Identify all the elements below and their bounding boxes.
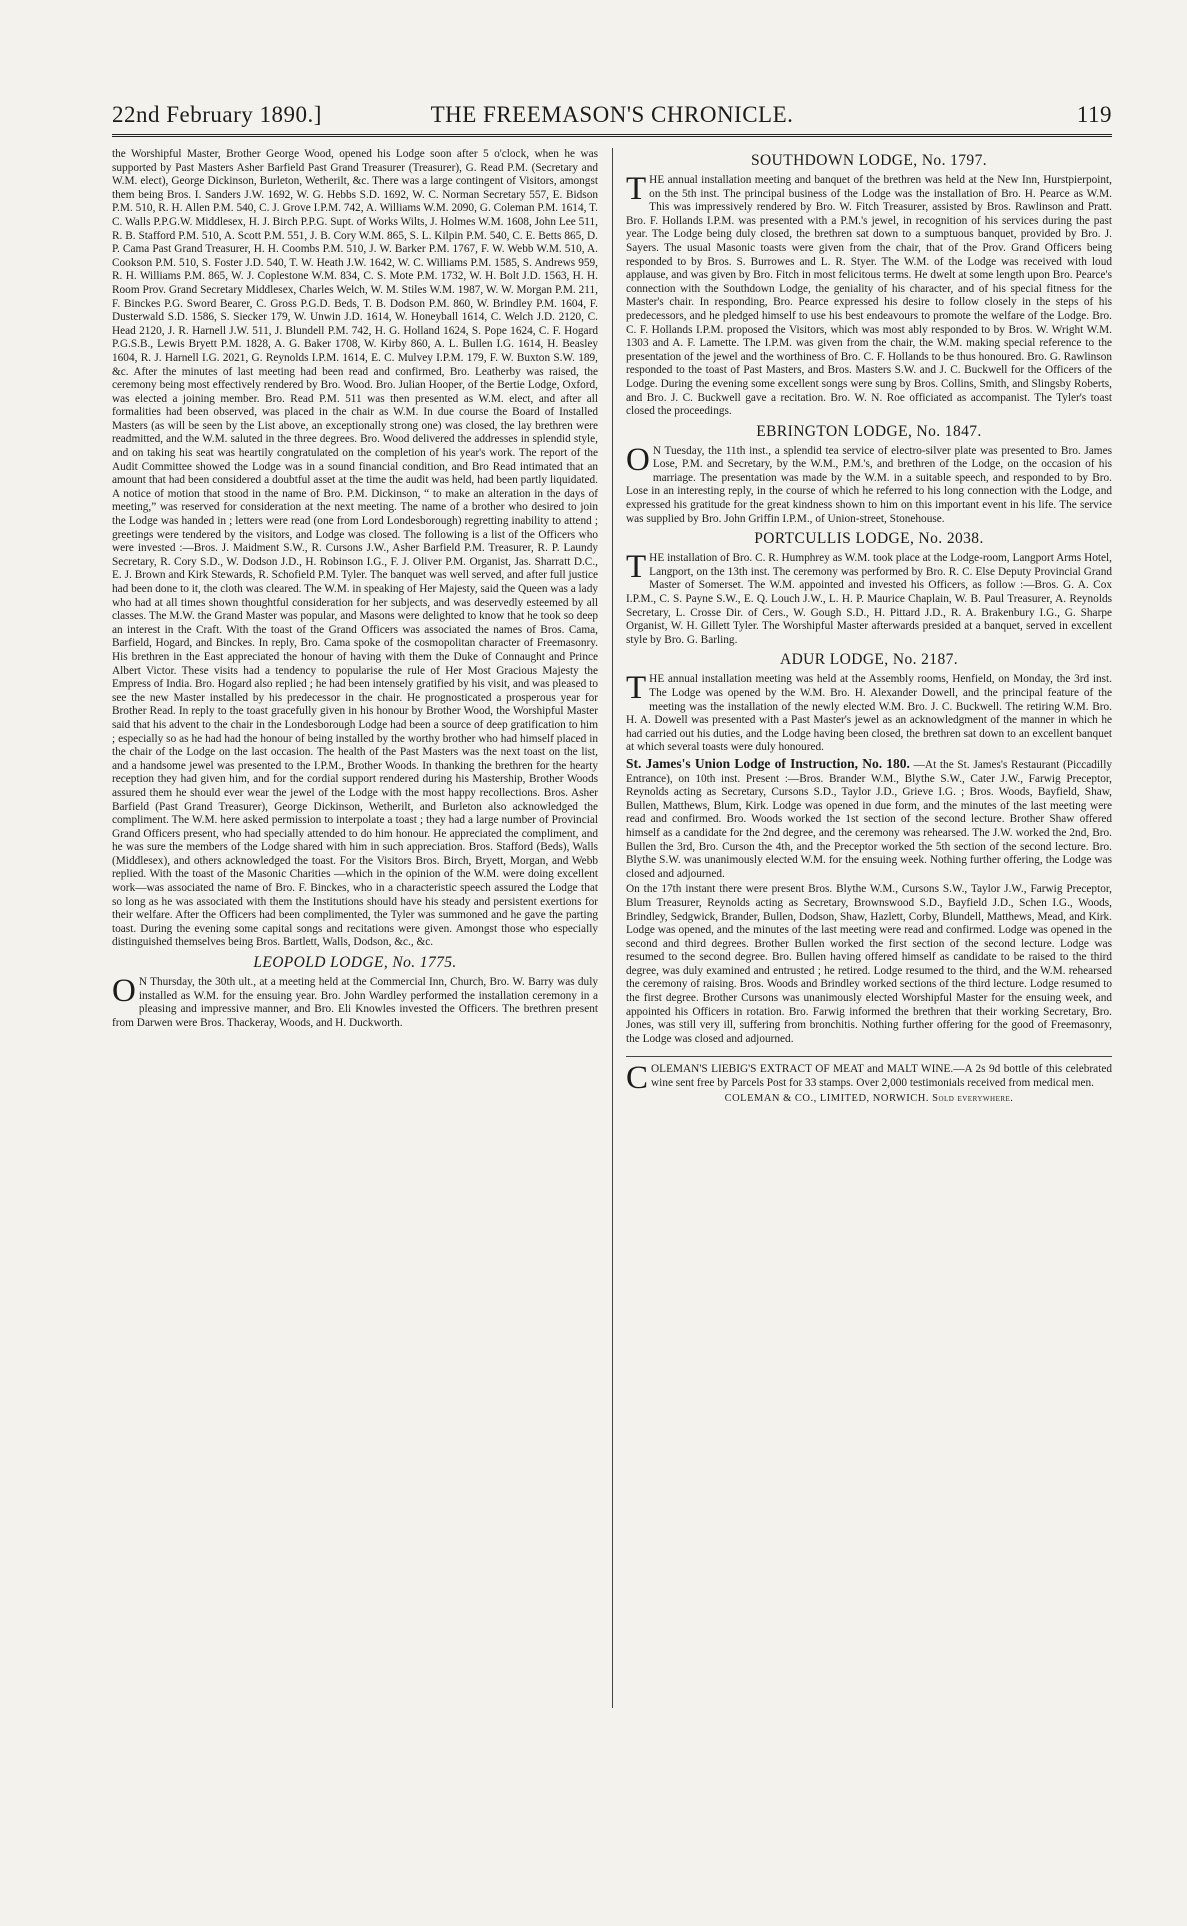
ebrington-lodge-heading: EBRINGTON LODGE, No. 1847. bbox=[756, 422, 982, 440]
article-columns bbox=[112, 148, 1112, 1898]
masthead bbox=[112, 100, 1112, 137]
st-james-lodge-text: —At the St. James's Restaurant (Piccadilly Entrance), on 10th inst. Present :—Bros. Brander W.M., Blythe S.W., Cater J.W., Farwig Preceptor, Reynolds acting as Secretary, Cursons S.D., Taylor J.D., Grieve I.G. ; Bros. Woods, Bayfield, Shaw, Bullen, Matthews, Blum, Kirk. Lodge was opened in due form, and the minutes of the last meeting were read and confirmed. Bro. Woods worked the 1st section of the second lecture. Brother Shaw offered himself as a candidate for the 2nd degree, and the ceremony was rehearsed. The J.W. worked the 2nd, Bro. Bullen the 3rd, Bro. Curson the 4th, and the Preceptor worked the 5th section of the second lecture. Bro. Blythe S.W. was unanimously elected W.M. for the ensuing week. Nothing further offering, the Lodge was closed and adjourned. bbox=[626, 758, 1112, 880]
st-james-lodge-text-2: On the 17th instant there were present Bros. Blythe W.M., Cursons S.W., Taylor J.W., Farwig Preceptor, Blum Treasurer, Reynolds acting as Secretary, Brownswood S.D., Bayfield J.D., Schen I.G., Woods, Brindley, Sedgwick, Brander, Bullen, Dodson, Shaw, Hazlett, Corby, Blundell, Matthews, Mead, and Kirk. Lodge was opened, and the minutes of the last meeting were read and confirmed. Lodge was opened in the second and third degrees. Brother Bullen worked the first section of the second lecture. Lodge was resumed to the second degree. Bro. Bullen having offered himself as candidate to be raised to the third degree, was duly examined and entrusted ; he retired. Lodge resumed to the third, and the W.M. rehearsed the ceremony of raising. Bros. Woods and Brindley worked sections of the third lecture. Lodge resumed to the first degree. Brother Cursons was unanimously elected Worshipful Master for the ensuing week, and appointed his Officers in rotation. Bro. Farwig informed the brethren that their working Secretary, Bro. Jones, was still very ill, suffering from bronchitis. Nothing further offering for the good of Freemasonry, the Lodge was closed and adjourned. bbox=[626, 883, 1112, 1045]
advertisement-text: COLEMAN'S LIEBIG'S EXTRACT OF MEAT and MALT WINE.—A 2s 9d bottle of this celebrated wine sent free by Parcels Post for 33 stamps. Over 2,000 testimonials received from medical men. bbox=[626, 1060, 1112, 1097]
londesborough-report-text: the Worshipful Master, Brother George Wood, opened his Lodge soon after 5 o'clock, when he was supported by Past Masters Asher Barfield Past Grand Treasurer (Treasurer), G. Read P.M. (Secretary and W.M. elect), George Dickinson, Burleton, Wetherilt, &c. There was a large contingent of Visitors, amongst them being Bros. I. Sanders J.W. 1692, W. G. Hebbs S.D. 1692, W. C. Norman Secretary 557, E. Bidson P.M. 510, R. H. Allen P.M. 540, C. J. Grove I.P.M. 742, A. Williams W.M. 2090, G. Coleman P.M. 1614, T. C. Walls P.P.G.W. Middlesex, H. J. Birch P.P.G. Supt. of Works Wilts, J. Holmes W.M. 1608, John Lee 511, R. B. Stafford P.M. 510, A. Scott P.M. 551, J. B. Cory W.M. 865, S. L. Kilpin P.M. 540, C. E. Betts 865, D. P. Cama Past Grand Treasurer, H. H. Coombs P.M. 510, J. W. Barker P.M. 1767, F. W. Webb W.M. 510, A. Cookson P.M. 510, S. Foster J.D. 540, T. W. Heath J.W. 1642, W. C. Williams P.M. 1585, S. Andrews 959, R. H. Williams P.M. 865, W. J. Coplestone W.M. 834, C. S. Mote P.M. 1732, W. H. Bolt J.D. 1563, H. H. Room Prov. Grand Secretary Middlesex, Charles Welch, W. M. Stiles W.M. 1987, W. W. Morgan P.M. 211, F. Binckes P.G. Sword Bearer, C. Gross P.G.D. Beds, T. B. Dodson P.M. 860, W. Brindley P.M. 1604, F. Dusterwald S.D. 1586, S. Siecker 179, W. Unwin J.D. 1614, W. Honeyball 1614, C. Welch J.D. 2120, C. Head 2120, J. R. Harnell J.W. 511, J. Blundell P.M. 742, H. G. Holland 1624, S. Pope 1624, C. F. Hogard P.G.S.B., Lewis Bryett P.M. 1828, A. G. Baker 1708, W. Kirby 860, A. L. Bullen I.G. 1614, H. Beasley 1604, R. J. Harnell I.G. 2021, G. Reynolds I.P.M. 1614, E. C. Mulvey I.P.M. 179, F. W. Buxton S.W. 189, &c. After the minutes of last meeting had been read and confirmed, Bro. Leatherby was raised, the ceremony being most effectively rendered by Bro. Wood. Bro. Julian Hooper, of the Bertie Lodge, Oxford, was elected a joining member. Bro. Read P.M. 511 was then presented as W.M. elect, and after all formalities had been observed, was placed in the chair as W.M. In due course the Board of Installed Masters (as will be seen by the List above, an exceptionally strong one) was closed, the lay brethren were readmitted, and the W.M. saluted in the three degrees. Bro. Wood delivered the addresses in splendid style, and on taking his seat was heartily congratulated on the completion of his year's work. The report of the Audit Committee showed the Lodge was in a sound financial condition, and Bro Read intimated that an amount that had been considered a doubtful asset at the time the audit was held, had been partly liquidated. A notice of motion that stood in the name of Bro. P.M. Dickinson, “ to make an alteration in the days of meeting,” was reserved for consideration at the next meeting. The name of a brother who desired to join the Lodge was handed in ; letters were read (one from Lord Londesborough) regretting inability to attend ; greetings were tendered by the visitors, and Lodge was closed. The following is a list of the Officers who were invested :—Bros. J. Maidment S.W., R. Cursons J.W., Asher Barfield P.M. Treasurer, R. P. Laundy Secretary, R. Cory S.D., W. Dodson J.D., H. Robinson I.G., F. J. Oliver P.M. Organist, Jas. Sharratt D.C., E. J. Brown and Kirk Stewards, R. Schofield P.M. Tyler. The banquet was well served, and after full justice had been done to it, the cloth was cleared. The W.M. in speaking of Her Majesty, said the Queen was a lady who had at all times shown thoughtful consideration for her subjects, and was deservedly esteemed by all classes. The M.W. the Grand Master was popular, and Masons were delighted to know that he took so deep an interest in the Craft. With the toast of the Grand Officers was associated the names of Bros. Cama, Barfield, Hogard, and Binckes. In reply, Bro. Cama spoke of the cosmopolitan character of Freemasonry. His brethren in the East appreciated the honour of having with them the Duke of Connaught and Prince Albert Victor. These visits had a tendency to popularise the rule of Her Most Gracious Majesty the Empress of India. Bro. Hogard also replied ; he had been intensely gratified by his visit, and was pleased to see the new Master installed by his predecessor in the chair. He prognosticated a prosperous year for Brother Read. In reply to the toast gracefully given in his honour by Brother Wood, the Worshipful Master said that his advent to the chair in the Londesborough Lodge had been a source of deep gratification to him ; especially so as he had had the honour of being installed by the worthy brother who had himself placed in the chair of the Lodge on the last occasion. The health of the Past Masters was the next toast on the list, and a handsome jewel was presented to the I.P.M., Brother Woods. In thanking the brethren for the hearty reception they had given him, and for the cordial support rendered during his Mastership, Brother Woods assured them he should ever wear the jewel of the Lodge with the most happy recollections. Bros. Asher Barfield (Past Grand Treasurer), George Dickinson, Wetherilt, and Burleton also acknowledged the compliment. The W.M. here asked permission to interpolate a toast ; they had a large number of Provincial Grand Officers present, who had specially attended to do him honour. He appreciated the compliment, and he was sure the members of the Lodge shared with him in such appreciation. Bros. Stafford (Beds), Walls (Middlesex), and others acknowledged the toast. For the Visitors Bros. Birch, Bryett, Morgan, and Webb replied. With the toast of the Masonic Charities —which in the opinion of the W.M. were doing excellent work—was associated the name of Bro. F. Binckes, who in a characteristic speech assured the Lodge that so long as he was associated with them the Institutions should have his steady and persistent exertions for their welfare. After the Officers had been complimented, the Tyler was summoned and he gave the parting toast. During the evening some capital songs and recitations were given. Amongst those who especially distinguished themselves being Bros. Bartlett, Walls, Dodson, &c., &c. bbox=[112, 148, 598, 949]
st-james-lodge-paragraph bbox=[626, 757, 1112, 881]
adur-lodge-text: THE annual installation meeting was held at the Assembly rooms, Henfield, on Monday, the 3rd inst. The Lodge was opened by the W.M. Bro. H. Alexander Dowell, and the principal feature of the meeting was the installation of the newly elected W.M. Bro. J. C. Buckwell. The retiring W.M. Bro. H. A. Dowell was presented with a Past Master's jewel as an acknowledgment of the manner in which he had carried out his duties, and the Lodge having been closed, the brethren sat down to an excellent banquet at which several toasts were duly honoured. bbox=[626, 670, 1112, 754]
southdown-lodge-text: THE annual installation meeting and banquet of the brethren was held at the New Inn, Hurstpierpoint, on the 5th inst. The principal business of the Lodge was the installation of Bro. H. Pearce as W.M. This was impressively rendered by Bro. W. Fitch Treasurer, assisted by Bros. Rawlinson and Pratt. Bro. F. Hollands I.P.M. was presented with a P.M.'s jewel, in recognition of his services during the past year. The Lodge being duly closed, the brethren sat down to a sumptuous banquet, provided by Bro. J. Sayers. The usual Masonic toasts were given from the chair, that of the Prov. Grand Officers being responded to by Bros. S. Burrowes and L. R. Styer. The W.M. of the Lodge was received with loud applause, and was given by Bro. Fitch in most felicitous terms. He dwelt at some length upon Bro. Pearce's connection with the Southdown Lodge, the geniality of his character, and of his special fitness for the Master's chair. In responding, Bro. Pearce expressed his desire to follow closely in the steps of his predecessors, and he pledged himself to use his best endeavours to promote the welfare of the Lodge. Bro. C. F. Hollands I.P.M. proposed the Visitors, which was most ably responded to by Bros. W. Wright W.M. 1303 and A. F. Lamette. The I.P.M. was given from the chair, the W.M. making special reference to the presentation of the jewel and the worthiness of Bro. C. F. Hollands to be thus honoured. Bro. G. Rawlinson responded to the toast of Past Masters, and Bros. Masters S.W. and J. C. Buckwell for the Officers of the Lodge. During the evening some excellent songs were sung by Bros. Collins, Smith, and Slingsby Roberts, and Bro. J. C. Buckwell gave a recitation. Bro. W. N. Roe officiated as accompanist. The Tyler's toast closed the proceedings. bbox=[626, 171, 1112, 418]
publication-title: THE FREEMASON'S CHRONICLE. bbox=[430, 102, 794, 127]
portcullis-lodge-text: THE installation of Bro. C. R. Humphrey as W.M. took place at the Lodge-room, Langport Arms Hotel, Langport, on the 13th inst. The ceremony was performed by Bro. R. C. Else Deputy Provincial Grand Master of Somerset. The W.M. appointed and invested his Officers, as follow :—Bros. G. A. Cox I.P.M., C. S. Payne S.W., E. Q. Louch J.W., L. H. P. Maurice Chaplain, W. B. Paul Treasurer, A. Reynolds Secretary, L. Crosse Dir. of Cers., W. Gough S.D., H. Pittard J.D., R. A. Brakenbury I.G., G. Sharpe Organist, W. H. Gillett Tyler. The Worshipful Master afterwards presided at a banquet, served in excellent style by Bro. G. Barling. bbox=[626, 549, 1112, 646]
southdown-lodge-heading: SOUTHDOWN LODGE, No. 1797. bbox=[751, 152, 987, 169]
ebrington-lodge-text: ON Tuesday, the 11th inst., a splendid tea service of electro-silver plate was presented to Bro. James Lose, P.M. and Secretary, by the W.M., P.M.'s, and brethren of the Lodge, on the occasion of his marriage. The presentation was made by the W.M. in a suitable speech, and responded to by Bro. Lose in an interesting reply, in the course of which he referred to his long connection with the Lodge, and expressed his gratitude for the great kindness shown to him on this important event in his life. The service was supplied by Bro. John Griffin I.P.M., of Union-street, Stonehouse. bbox=[626, 441, 1112, 525]
advertisement-footer: COLEMAN & CO., LIMITED, NORWICH. Sold everywhere. bbox=[724, 1092, 1014, 1104]
adur-lodge-heading: ADUR LODGE, No. 2187. bbox=[779, 651, 959, 669]
issue-date: 22nd February 1890.] bbox=[112, 102, 322, 127]
left-column bbox=[112, 148, 598, 1898]
newspaper-page bbox=[112, 100, 1112, 1900]
portcullis-lodge-heading: PORTCULLIS LODGE, No. 2038. bbox=[754, 530, 984, 548]
page-number: 119 bbox=[1076, 102, 1112, 127]
leopold-lodge-heading: LEOPOLD LODGE, No. 1775. bbox=[253, 954, 457, 972]
column-divider bbox=[612, 148, 613, 1708]
right-column bbox=[626, 148, 1112, 1898]
leopold-lodge-text: ON Thursday, the 30th ult., at a meeting held at the Commercial Inn, Church, Bro. W. Barry was duly installed as W.M. for the ensuing year. Bro. John Wardley performed the installation ceremony in a pleasing and impressive manner, and Bro. Eli Knowles invested the Officers. The brethren present from Darwen were Bros. Thackeray, Woods, and H. Duckworth. bbox=[112, 973, 598, 1029]
st-james-lodge-lead: St. James's Union Lodge of Instruction, No. 180. bbox=[626, 755, 910, 771]
advertisement bbox=[626, 1056, 1112, 1103]
